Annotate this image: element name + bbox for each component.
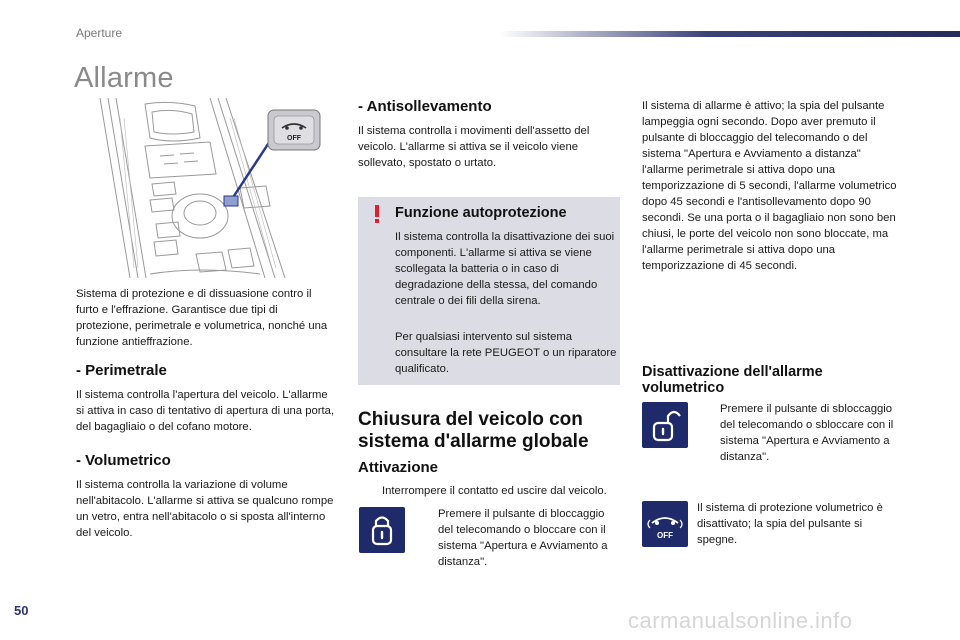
autoprotezione-title: Funzione autoprotezione bbox=[395, 205, 567, 221]
section-label: Aperture bbox=[76, 26, 123, 40]
volumetrico-section bbox=[76, 452, 338, 541]
console-off-label: OFF bbox=[287, 135, 301, 142]
alarm-off-button-icon bbox=[642, 501, 688, 547]
attivazione-step-1-text: Interrompere il contatto ed uscire dal veicolo. bbox=[382, 485, 607, 497]
unlock-button-icon bbox=[642, 402, 688, 448]
console-illustration bbox=[90, 98, 340, 278]
attivazione-step-1 bbox=[362, 483, 622, 499]
disattivazione-title: Disattivazione dell'allarme volumetrico bbox=[642, 364, 823, 396]
antisollevamento-section bbox=[358, 98, 620, 171]
antisollevamento-title: - Antisollevamento bbox=[358, 98, 492, 115]
antisollevamento-body: Il sistema controlla i movimenti dell'assetto del veicolo. L'allarme si attiva se il veicolo viene sollevato, spostato o urtato. bbox=[358, 125, 590, 169]
disattivazione-step-text: Premere il pulsante di sbloccaggio del telecomando o sbloccare con il sistema "Apertura e Avviamento a distanza". bbox=[720, 403, 894, 463]
autoprotezione-p2: Per qualsiasi intervento sul sistema consultare la rete PEUGEOT o un riparatore qualificato. bbox=[395, 331, 617, 375]
lock-button-icon bbox=[359, 507, 405, 553]
off-label: OFF bbox=[657, 531, 673, 540]
volumetrico-title: - Volumetrico bbox=[76, 452, 171, 469]
disattivazione-step bbox=[700, 401, 900, 465]
console-drawing bbox=[90, 98, 340, 278]
attivazione-title: Attivazione bbox=[358, 459, 439, 476]
warning-exclamation-icon bbox=[372, 205, 382, 223]
header-bar bbox=[500, 31, 960, 37]
chiusura-title: Chiusura del veicolo con sistema d'allarme globale bbox=[358, 409, 589, 452]
perimetrale-section bbox=[76, 362, 338, 435]
autoprotezione-box bbox=[358, 197, 620, 385]
watermark: carmanualsonline.info bbox=[628, 608, 853, 633]
page-number: 50 bbox=[14, 603, 29, 618]
attivazione-step-2 bbox=[418, 506, 622, 570]
unlock-icon bbox=[642, 402, 688, 448]
perimetrale-body: Il sistema controlla l'apertura del veicolo. L'allarme si attiva in caso di tentativo di apertura di una porta, del bagagliaio o del cofano motore. bbox=[76, 389, 335, 433]
lock-icon bbox=[359, 507, 405, 553]
alarm-off-icon bbox=[642, 501, 688, 547]
alarm-active-text: Il sistema di allarme è attivo; la spia del pulsante lampeggia ogni secondo. Dopo aver premuto il pulsante di bloccaggio del telecomando o del sistema "Apertura e Avviamento a distanza" l'allarme perimetrale si attiva dopo una temporizzazione di 5 secondi, l'allarme volumetrico dopo 45 secondi e l'antisollevamento dopo 90 secondi. Se una porta o il bagagliaio non sono ben chiusi, le porte del veicolo non sono bloccate, ma l'allarme perimetrale si attiva dopo una temporizzazione di 45 secondi. bbox=[642, 100, 897, 272]
autoprotezione-p1: Il sistema controlla la disattivazione dei suoi componenti. L'allarme si attiva se viene scollegata la batteria o in caso di degradazione della stessa, del comando centrale o dei fili della sirena. bbox=[395, 231, 615, 307]
disattivazione-result: Il sistema di protezione volumetrico è disattivato; la spia del pulsante si spegne. bbox=[697, 502, 883, 546]
perimetrale-title: - Perimetrale bbox=[76, 362, 167, 379]
attivazione-step-2-text: Premere il pulsante di bloccaggio del telecomando o bloccare con il sistema "Apertura e Avviamento a distanza". bbox=[438, 508, 608, 568]
volumetrico-body: Il sistema controlla la variazione di volume nell'abitacolo. L'allarme si attiva se qualcuno rompe un vetro, entra nell'abitacolo o si sposta all'interno del veicolo. bbox=[76, 479, 334, 539]
intro-text: Sistema di protezione e di dissuasione contro il furto e l'effrazione. Garantisce due tipi di protezione, perimetrale e volumetrica, nonché una funzione antieffrazione. bbox=[76, 288, 328, 348]
page-title: Allarme bbox=[74, 62, 174, 94]
